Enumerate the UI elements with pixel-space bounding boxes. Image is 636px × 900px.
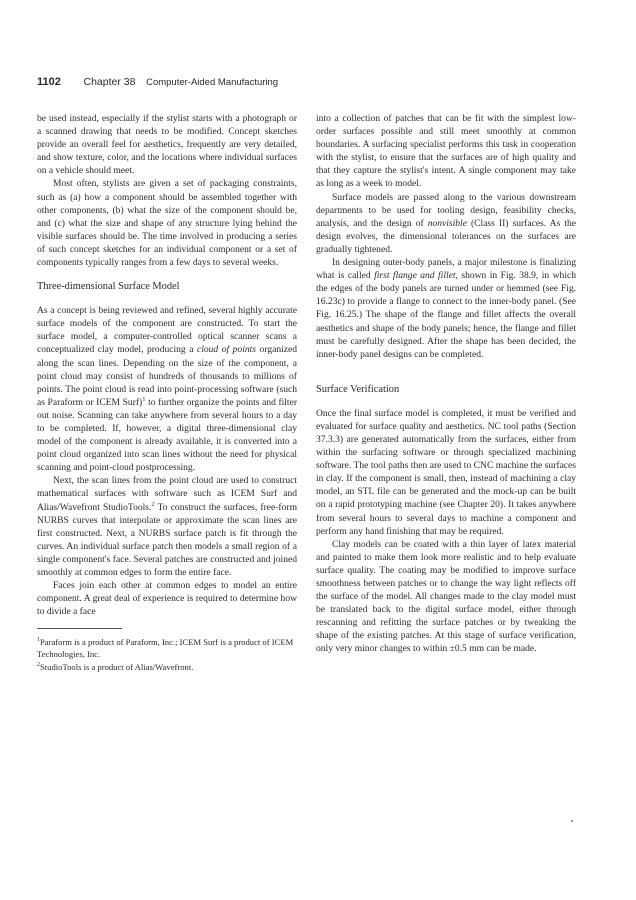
paragraph: As a concept is being reviewed and refined, several highly accurate surface models of the component are constructed. To start the surface model, a computer-controlled optical scanner scans a conceptualized clay model, producing a cloud of points organized along the scan lines. Depending on the size of the component, a point cloud may consist of hundreds of thousands to millions of points. The point cloud is read into point-processing software (such as Paraform or ICEM Surf)$^1$ to further organize the points and filter out noise. Scanning can take anywhere from several hours to a day to be completed. If, however, a digital three-dimensional clay model of the component is already available, it is converted into a point cloud organized into scan lines without the need for physical scanning and point-cloud postprocessing. xyxy=(37,305,298,474)
left-column xyxy=(37,112,297,673)
paragraph: Clay models can be coated with a thin layer of latex material and painted to make them look more realistic and to help evaluate surface quality. The coating may be modified to improve surface smoothness between patches or to change the way light reflects off the surface of the model. All changes made to the clay model must be translated back to the digital surface model, either through rescanning and refitting the surface patches or by tweaking the shape of the existing patches. At this stage of surface verification, only very minor changes to within ±0.5 mm can be made. xyxy=(316,538,576,655)
paragraph: Faces join each other at common edges to model an entire component. A great deal of experience is required to determine how to divide a face xyxy=(37,580,297,618)
paragraph: In designing outer-body panels, a major milestone is finalizing what is called first flange and fillet, shown in Fig. 38.9, in which the edges of the body panels are turned under or hemmed (see Fig. 16.23c) to provide a flange to connect to the inner-body panel. (See Fig. 16.25.) The shape of the flange and fillet affects the overall aesthetics and shape of the body panels; hence, the flange and fillet must be carefully designed. After the shape has been decided, the inner-body panel designs can be completed. xyxy=(316,257,576,360)
chapter-title: Computer-Aided Manufacturing xyxy=(146,77,279,88)
footnote-ref: 1 xyxy=(142,395,146,403)
scan-speck xyxy=(571,820,573,822)
footnote-divider xyxy=(37,628,122,629)
paragraph: into a collection of patches that can be fit with the simplest low-order surfaces possible and still meet smoothly at common boundaries. A surfacing specialist performs this task in cooperation with the stylist, to ensure that the surfaces are of high quality and that they capture the stylist's intent. A single component may take as long as a week to model. xyxy=(316,113,576,190)
page-number: 1102 xyxy=(37,76,61,88)
paragraph: Once the final surface model is completed, it must be verified and evaluated for surface quality and aesthetics. NC tool paths (Section 37.3.3) are generated automatically from the surfaces, either from within the surfacing software or through specialized machining software. The tool paths then are used to CNC machine the surfaces in clay. If the component is small, then, instead of machining a clay model, an STL file can be generated and the mock-up can be built on a rapid prototyping machine (see Chapter 20). It takes anywhere from several hours to several days to machine a component and perform any hand finishing that may be required. xyxy=(316,407,576,537)
section-heading: Surface Verification xyxy=(316,383,400,395)
footnote: $^1$Paraform is a product of Paraform, Inc.; ICEM Surf is a product of ICEM Technologies, Inc. xyxy=(37,637,294,659)
footnotes xyxy=(37,635,297,673)
footnote: $^2$StudioTools is a product of Alias/Wavefront. xyxy=(37,661,194,672)
section-heading: Three-dimensional Surface Model xyxy=(37,281,180,293)
footnote-ref: 2 xyxy=(151,500,155,508)
paragraph: Surface models are passed along to the various downstream departments to be used for tooling design, feasibility checks, analysis, and the design of nonvisible (Class II) surfaces. As the design evolves, the dimensional tolerances on the surfaces are gradually tightened. xyxy=(316,191,576,255)
paragraph: Next, the scan lines from the point cloud are used to construct mathematical surfaces with software such as ICEM Surf and Alias/Wavefront StudioTools.$^2$ To construct the surfaces, free-form NURBS curves that interpolate or approximate the scan lines are first constructed. Next, a NURBS surface patch is fit through the curves. An individual surface patch then models a small region of a single component's face. Several patches are constructed and joined smoothly at common edges to form the entire face. xyxy=(37,475,297,578)
running-header xyxy=(37,76,278,88)
paragraph: be used instead, especially if the stylist starts with a photograph or a scanned drawing that needs to be modified. Concept sketches provide an overall feel for aesthetics, frequently are very detailed, and show texture, color, and the locations where individual surfaces on a vehicle should meet. xyxy=(37,113,297,177)
paragraph: Most often, stylists are given a set of packaging constraints, such as (a) how a component should be assembled together with other components, (b) what the size of the component should be, and (c) what the size and shape of any structure lying behind the visible surfaces should be. The time involved in producing a series of such concept sketches for an individual component or a set of components typically ranges from a few days to several weeks. xyxy=(37,178,297,269)
right-column xyxy=(316,112,576,656)
chapter-label: Chapter 38 xyxy=(83,76,136,88)
